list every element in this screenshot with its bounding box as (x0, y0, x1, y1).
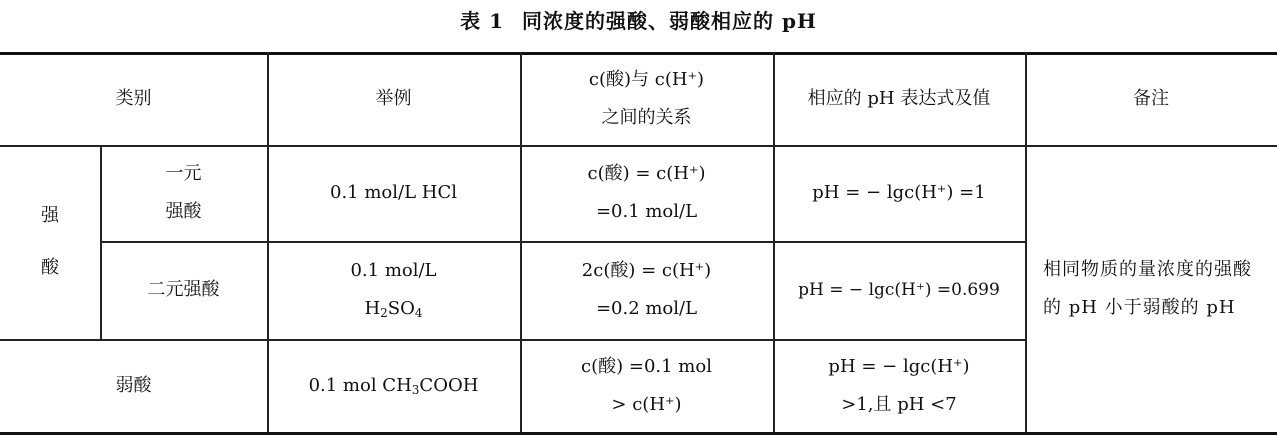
header-note (1025, 52, 1277, 145)
header-relation (520, 52, 773, 145)
weak-relation-line2: > c(H⁺) (611, 393, 682, 415)
mono-relation-line1: c(酸) = c(H⁺) (587, 163, 706, 184)
header-category (0, 52, 267, 145)
di-ph (773, 241, 1025, 339)
formula-sub-4: 4 (414, 306, 423, 320)
header-note-text: 备注 (1133, 87, 1169, 109)
acid-ph-table (0, 52, 1277, 437)
weak-acid-ph (773, 339, 1025, 432)
remark-cell (1027, 145, 1277, 432)
weak-relation-line1: c(酸) =0.1 mol (581, 355, 712, 377)
weak-formula-sub-3: 3 (411, 382, 420, 397)
di-type-text: 二元强酸 (147, 279, 220, 300)
di-example (267, 241, 520, 339)
strong-acid-group-label (0, 145, 100, 339)
formula-sub-2: 2 (380, 306, 388, 320)
weak-formula-prefix: 0.1 mol CH (308, 374, 412, 396)
strong-acid-label-char-2: 酸 (41, 257, 59, 278)
mono-ph (773, 145, 1025, 241)
formula-so: SO (387, 298, 415, 319)
remark-text: 相同物质的量浓度的强酸的 pH 小于弱酸的 pH (1043, 258, 1252, 318)
header-ph-expression (773, 52, 1025, 145)
mono-example (267, 145, 520, 241)
header-category-text: 类别 (115, 87, 152, 109)
di-strong-acid-type (100, 241, 267, 339)
header-relation-line2: 之间的关系 (601, 106, 692, 128)
mono-ph-text: pH = − lgc(H⁺) =1 (812, 182, 986, 203)
weak-ph-line2: >1,且 pH <7 (841, 393, 957, 415)
header-ph-expression-text: 相应的 pH 表达式及值 (807, 87, 991, 109)
di-example-line1: 0.1 mol/L (350, 260, 437, 281)
weak-acid-example (267, 339, 520, 432)
mono-type-line1: 一元 (165, 163, 202, 184)
header-relation-line1: c(酸)与 c(H⁺) (588, 68, 705, 90)
mono-type-line2: 强酸 (165, 201, 202, 222)
formula-h: H (364, 298, 381, 319)
di-example-formula (364, 290, 422, 328)
mono-relation (520, 145, 773, 241)
di-relation-line1: 2c(酸) = c(H⁺) (581, 260, 712, 281)
di-ph-text: pH = − lgc(H⁺) =0.699 (798, 280, 1000, 300)
weak-formula-suffix: COOH (419, 374, 479, 396)
di-relation (520, 241, 773, 339)
weak-acid-relation (520, 339, 773, 432)
table-title (0, 4, 1277, 38)
header-example (267, 52, 520, 145)
table-caption: 同浓度的强酸、弱酸相应的 pH (522, 9, 817, 33)
weak-acid-type-text: 弱酸 (115, 374, 152, 396)
weak-acid-type (0, 339, 267, 432)
table-bottom-rule (0, 432, 1277, 435)
mono-strong-acid-type (100, 145, 267, 241)
header-example-text: 举例 (375, 87, 412, 109)
mono-relation-line2: =0.1 mol/L (595, 201, 698, 222)
table-number: 表 1 (460, 9, 505, 33)
mono-example-text: 0.1 mol/L HCl (330, 182, 457, 203)
weak-acid-example-text (309, 367, 479, 405)
weak-ph-line1: pH = − lgc(H⁺) (828, 355, 970, 377)
strong-acid-label-char-1: 强 (41, 205, 59, 226)
di-relation-line2: =0.2 mol/L (595, 298, 698, 319)
